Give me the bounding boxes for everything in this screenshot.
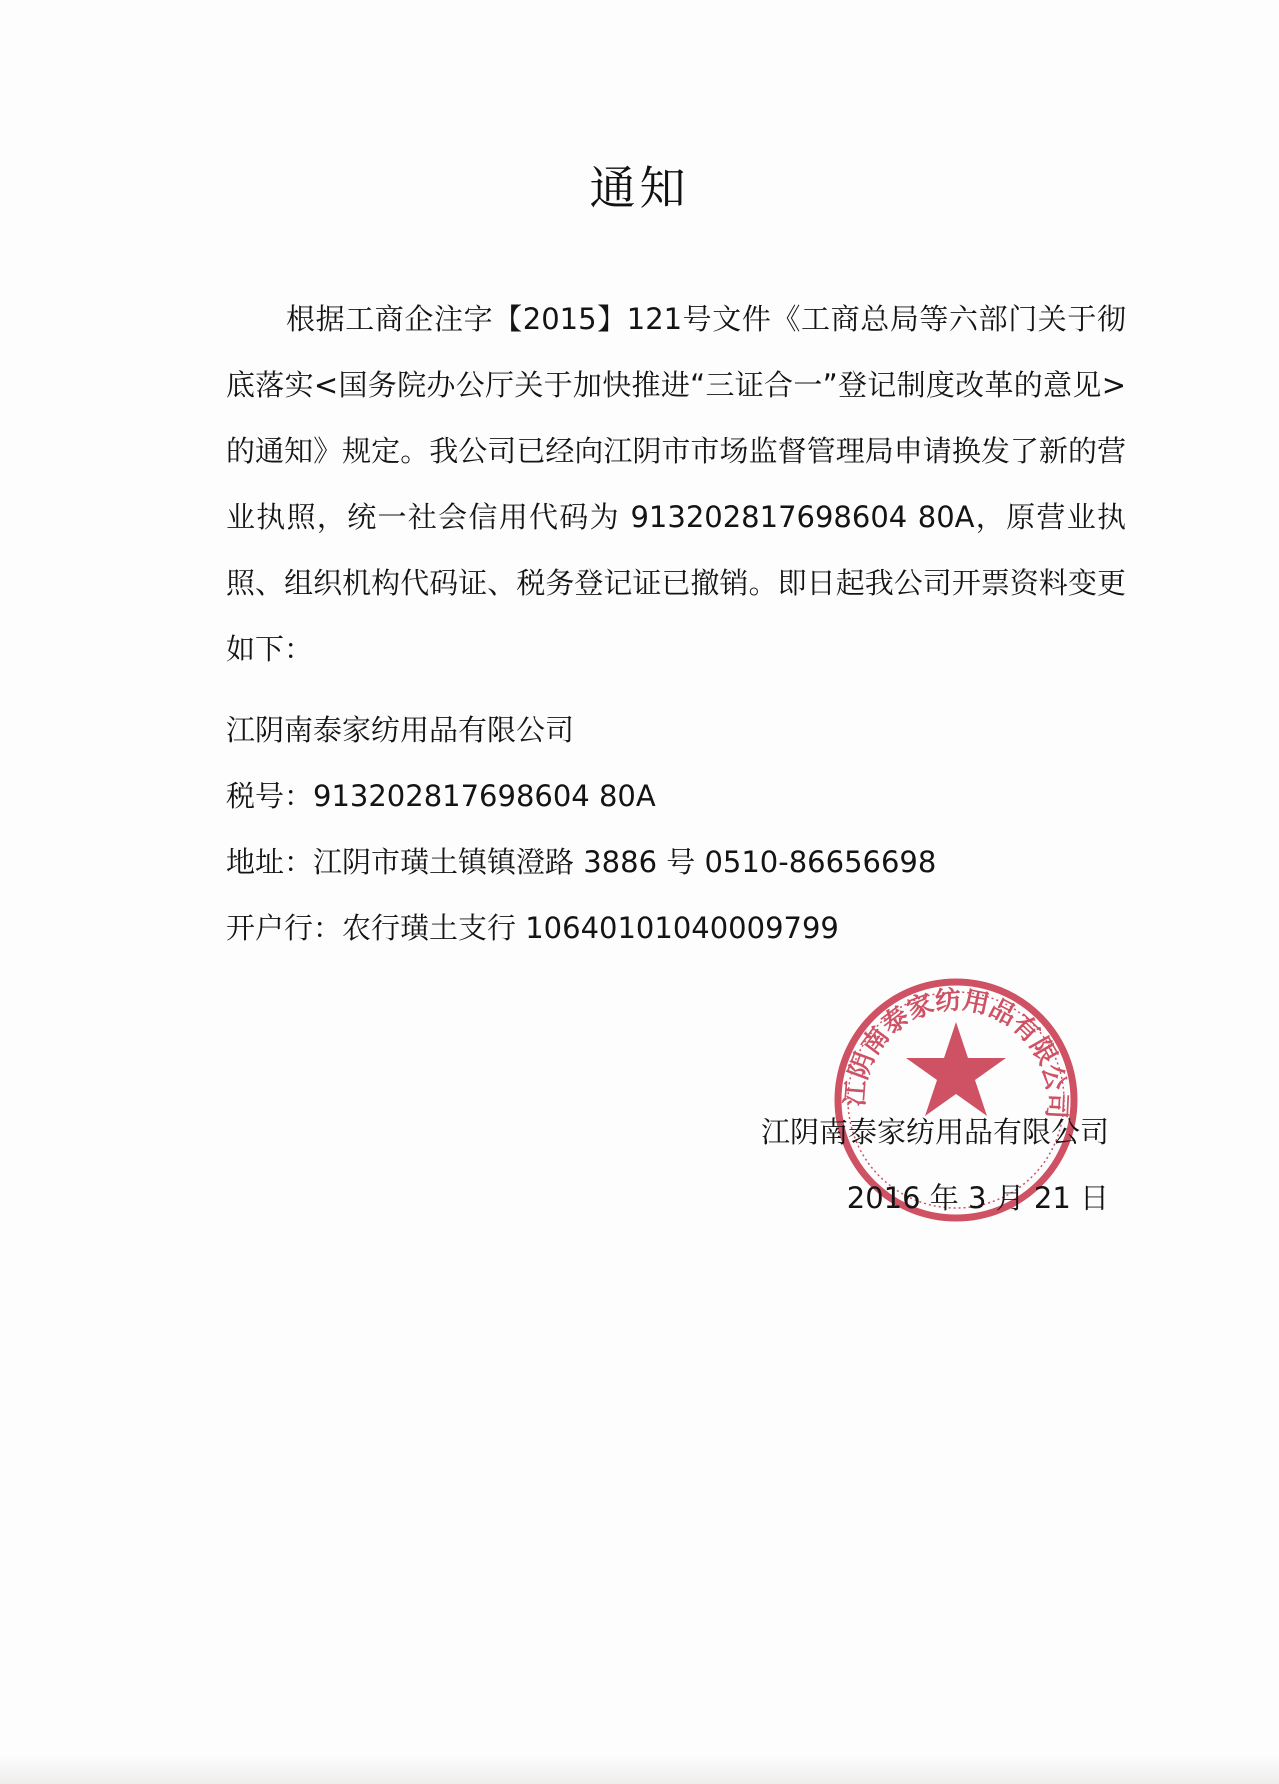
seal-text: 江阴南泰家纺用品有限公司: [840, 985, 1072, 1120]
company-name: 江阴南泰家纺用品有限公司: [226, 713, 575, 747]
scan-edge: [0, 1755, 1279, 1784]
tax-number-line: 税号：913202817698604 80A: [226, 779, 656, 813]
address-line: 地址：江阴市璜土镇镇澄路 3886 号 0510-86656698: [226, 845, 937, 879]
signature-date: 2016 年 3 月 21 日: [846, 1181, 1109, 1215]
notice-body: 根据工商企注字【2015】121号文件《工商总局等六部门关于彻底落实<国务院办公厅关于加快推进“三证合一”登记制度改革的意见>的通知》规定。我公司已经向江阴市市场监督管理局申请换发了新的营业执照，统一社会信用代码为 913202817698604 80A，原营业执照、组织机构代码证、税务登记证已撤销。即日起我公司开票资料变更如下：: [226, 302, 1126, 666]
document-title: 通知: [589, 161, 690, 215]
seal-star-icon: [906, 1022, 1006, 1116]
bank-account-line: 开户行：农行璜土支行 10640101040009799: [226, 911, 839, 945]
signature-company: 江阴南泰家纺用品有限公司: [760, 1115, 1109, 1149]
